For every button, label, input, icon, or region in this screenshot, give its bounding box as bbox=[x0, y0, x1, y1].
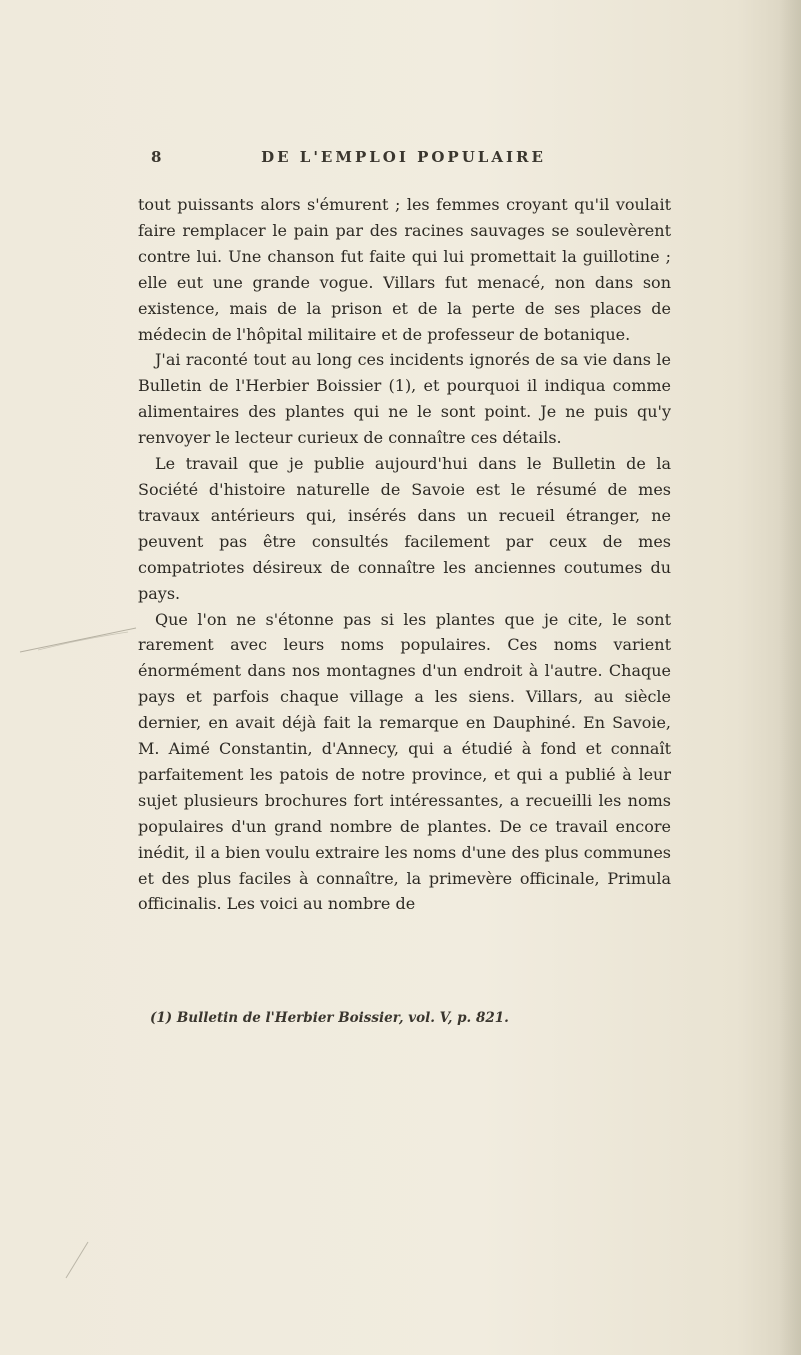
page-number: 8 bbox=[151, 148, 162, 166]
running-title: DE L'EMPLOI POPULAIRE bbox=[261, 148, 546, 166]
body-text bbox=[138, 192, 671, 917]
paragraph-2: J'ai raconté tout au long ces incidents ignorés de sa vie dans le Bulletin de l'Herbier Boissier (1), et pourquoi il indiqua comme alimentaires des plantes qui ne le sont point. Je ne puis qu'y renvoyer le lecteur curieux de connaître ces détails. bbox=[138, 350, 671, 448]
pencil-mark-margin bbox=[18, 618, 138, 658]
page-header bbox=[136, 148, 671, 174]
pencil-mark-bottom bbox=[62, 1240, 92, 1280]
footnote: (1) Bulletin de l'Herbier Boissier, vol. V, p. 821. bbox=[150, 1010, 509, 1026]
paragraph-3: Le travail que je publie aujourd'hui dans le Bulletin de la Société d'histoire naturelle de Savoie est le résumé de mes travaux antérieurs qui, insérés dans un recueil étranger, ne peuvent pas être consultés facilement par ceux de mes compatriotes désireux de connaître les anciennes coutumes du pays. bbox=[138, 454, 671, 603]
paragraph-1: tout puissants alors s'émurent ; les femmes croyant qu'il voulait faire remplacer le pain par des racines sauvages se soulevèrent contre lui. Une chanson fut faite qui lui promettait la guillotine ; elle eut une grande vogue. Villars fut menacé, non dans son existence, mais de la prison et de la perte de ses places de médecin de l'hôpital militaire et de professeur de botanique. bbox=[138, 195, 671, 344]
page-edge-shadow bbox=[779, 0, 801, 1355]
paragraph-4: Que l'on ne s'étonne pas si les plantes que je cite, le sont rarement avec leurs noms populaires. Ces noms varient énormément dans nos montagnes d'un endroit à l'autre. Chaque pays et parfois chaque village a les siens. Villars, au siècle dernier, en avait déjà fait la remarque en Dauphiné. En Savoie, M. Aimé Constantin, d'Annecy, qui a étudié à fond et connaît parfaitement les patois de notre province, et qui a publié à leur sujet plusieurs brochures fort intéressantes, a recueilli les noms populaires d'un grand nombre de plantes. De ce travail encore inédit, il a bien voulu extraire les noms d'une des plus communes et des plus faciles à connaître, la primevère officinale, Primula officinalis. Les voici au nombre de bbox=[138, 609, 671, 914]
